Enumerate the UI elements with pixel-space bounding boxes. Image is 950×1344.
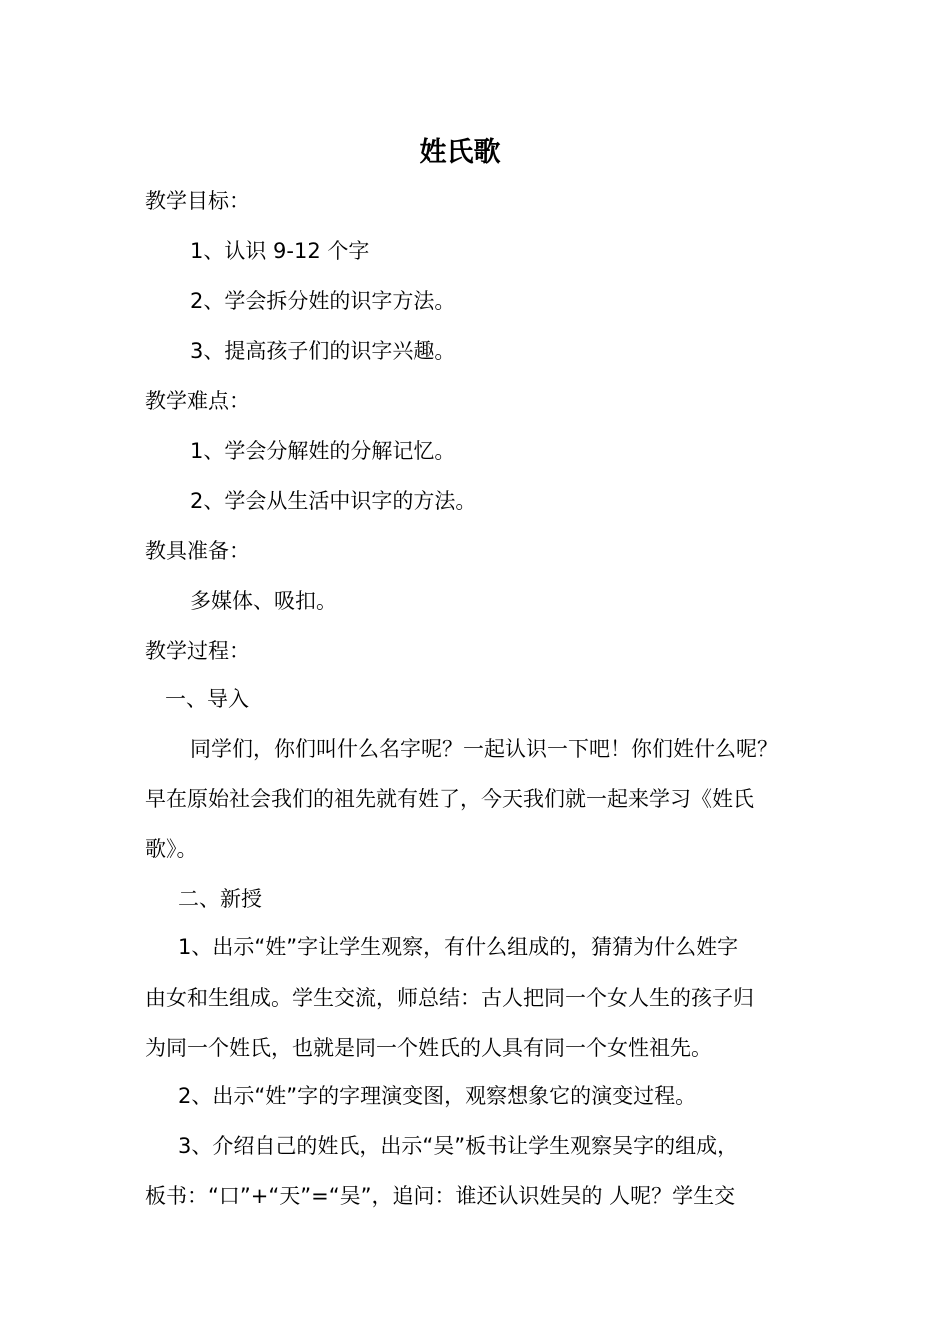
step1-line: 由女和生组成。学生交流，师总结：古人把同一个女人生的孩子归 [145, 986, 754, 1010]
objectives-heading: 教学目标： [145, 189, 250, 213]
intro-paragraph-line: 歌》。 [145, 837, 198, 861]
materials-heading: 教具准备： [145, 539, 250, 563]
difficulty-item: 2、学会从生活中识字的方法。 [190, 489, 477, 513]
objective-item: 1、认识 9-12 个字 [190, 239, 370, 263]
section-heading-new-lesson: 二、新授 [178, 887, 262, 911]
step2-line: 2、出示“姓”字的字理演变图，观察想象它的演变过程。 [178, 1084, 697, 1108]
difficulties-heading: 教学难点： [145, 389, 250, 413]
objective-item: 2、学会拆分姓的识字方法。 [190, 289, 456, 313]
step1-line: 为同一个姓氏，也就是同一个姓氏的人具有同一个女性祖先。 [145, 1036, 712, 1060]
materials-text: 多媒体、吸扣。 [190, 589, 337, 613]
document-title: 姓氏歌 [419, 137, 501, 168]
section-heading-intro: 一、导入 [165, 687, 249, 711]
intro-paragraph-line: 同学们，你们叫什么名字呢？一起认识一下吧！你们姓什么呢？ [190, 737, 778, 761]
process-heading: 教学过程： [145, 639, 250, 663]
step1-line: 1、出示“姓”字让学生观察，有什么组成的，猜猜为什么姓字 [178, 935, 739, 959]
difficulty-item: 1、学会分解姓的分解记忆。 [190, 439, 456, 463]
objective-item: 3、提高孩子们的识字兴趣。 [190, 339, 456, 363]
intro-paragraph-line: 早在原始社会我们的祖先就有姓了，今天我们就一起来学习《姓氏 [145, 787, 754, 811]
step3-line: 3、介绍自己的姓氏，出示“吴”板书让学生观察吴字的组成， [178, 1134, 739, 1158]
step3-line: 板书：“口”+“天”=“吴”，追问：谁还认识姓吴的 人呢？学生交 [145, 1184, 736, 1208]
